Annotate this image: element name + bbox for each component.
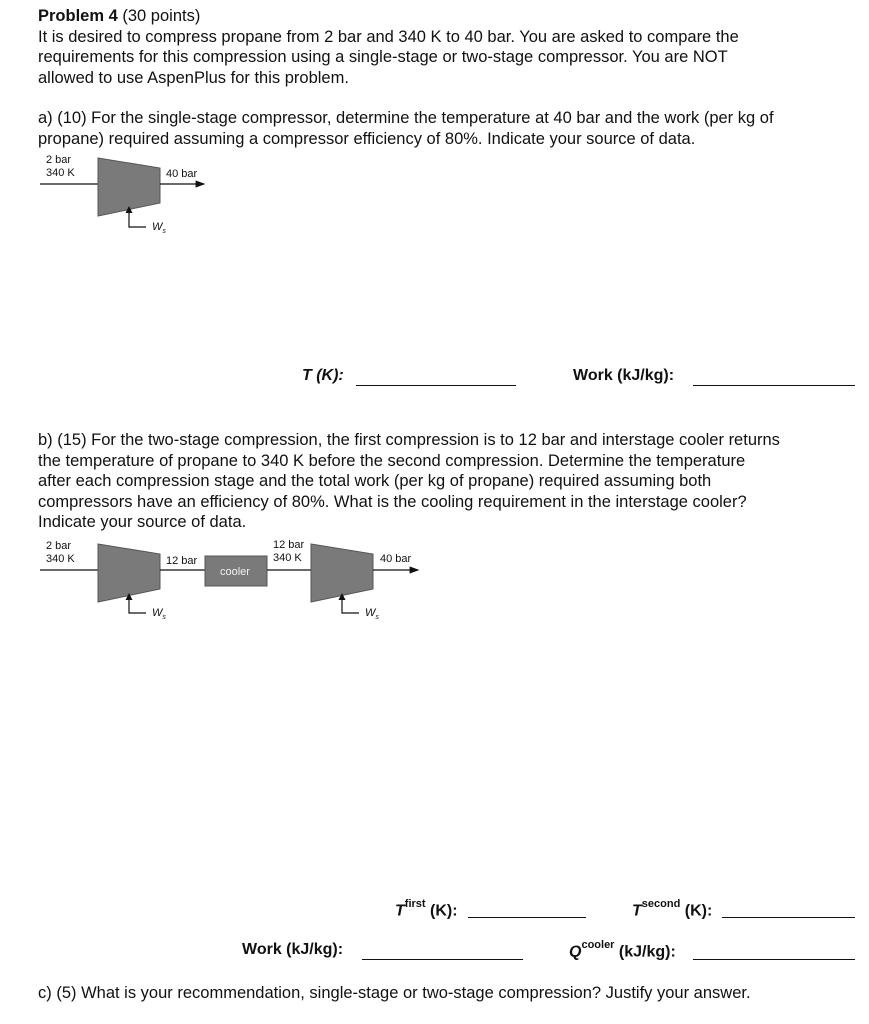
outlet-pressure-label: 40 bar (380, 553, 412, 565)
intro-line: requirements for this compression using a single-stage or two-stage compressor. You are NOT (38, 48, 728, 66)
total-work-answer-label: Work (kJ/kg): (242, 941, 344, 958)
tsecond-answer-label (632, 900, 712, 920)
qcooler-superscript: cooler (581, 939, 615, 951)
work-label (152, 221, 166, 238)
qcooler-answer-label (569, 941, 676, 961)
part-b-line: b) (15) For the two-stage compression, the first compression is to 12 bar and interstage cooler returns (38, 431, 780, 449)
part-a-line: propane) required assuming a compressor efficiency of 80%. Indicate your source of data. (38, 129, 696, 148)
temp-answer-label (302, 367, 344, 385)
work-subscript: s (375, 614, 379, 622)
tfirst-superscript: first (404, 898, 426, 910)
tfirst-unit: (K): (430, 902, 458, 920)
work-label (152, 607, 166, 624)
work-subscript: s (162, 228, 166, 236)
inlet-temp-label: 340 K (46, 167, 75, 179)
work-symbol: W (152, 221, 163, 233)
intro-line: It is desired to compress propane from 2 bar and 340 K to 40 bar. You are asked to compare the (38, 27, 739, 46)
work-answer-blank[interactable] (693, 385, 855, 386)
problem-title: Problem 4 (38, 7, 118, 25)
two-stage-compressor-diagram (40, 544, 418, 613)
part-b-line: Indicate your source of data. (38, 513, 247, 531)
cooled-temp-label: 340 K (273, 552, 302, 564)
tfirst-symbol: T (395, 902, 405, 920)
work-symbol: W (152, 607, 163, 619)
part-b-question (38, 430, 860, 533)
tsecond-answer-blank[interactable] (722, 917, 855, 918)
mid-pressure-label: 12 bar (166, 555, 198, 567)
work-subscript: s (162, 614, 166, 622)
qcooler-symbol: Q (569, 943, 582, 961)
part-b-line: compressors have an efficiency of 80%. What is the cooling requirement in the interstage cooler? (38, 492, 747, 511)
problem-points: (30 points) (122, 7, 201, 25)
tsecond-superscript: second (641, 898, 681, 910)
tsecond-symbol: T (632, 902, 642, 920)
qcooler-answer-blank[interactable] (693, 959, 855, 960)
work-label (365, 607, 379, 624)
work-answer-label: Work (kJ/kg): (573, 367, 675, 384)
total-work-answer-blank[interactable] (362, 959, 523, 960)
part-c-question: c) (5) What is your recommendation, single-stage or two-stage compression? Justify your answer. (38, 984, 751, 1002)
outlet-pressure-label: 40 bar (166, 168, 198, 180)
temp-answer-text: T (K): (302, 367, 344, 384)
tfirst-answer-blank[interactable] (468, 917, 586, 918)
inlet-pressure-label: 2 bar (46, 540, 72, 552)
cooled-pressure-label: 12 bar (273, 539, 305, 551)
qcooler-unit: (kJ/kg): (618, 943, 676, 961)
inlet-temp-label: 340 K (46, 553, 75, 565)
part-b-line: after each compression stage and the total work (per kg of propane) required assuming both (38, 472, 712, 490)
tfirst-answer-label (395, 900, 458, 920)
temp-answer-blank[interactable] (356, 385, 516, 386)
work-symbol: W (365, 607, 376, 619)
cooler-label: cooler (220, 566, 250, 578)
tsecond-unit: (K): (684, 902, 713, 920)
part-b-line: the temperature of propane to 340 K before the second compression. Determine the temperature (38, 451, 746, 470)
intro-line: allowed to use AspenPlus for this problem. (38, 68, 349, 87)
inlet-pressure-label: 2 bar (46, 154, 72, 166)
part-a-line: a) (10) For the single-stage compressor, determine the temperature at 40 bar and the work (per kg of (38, 109, 774, 127)
